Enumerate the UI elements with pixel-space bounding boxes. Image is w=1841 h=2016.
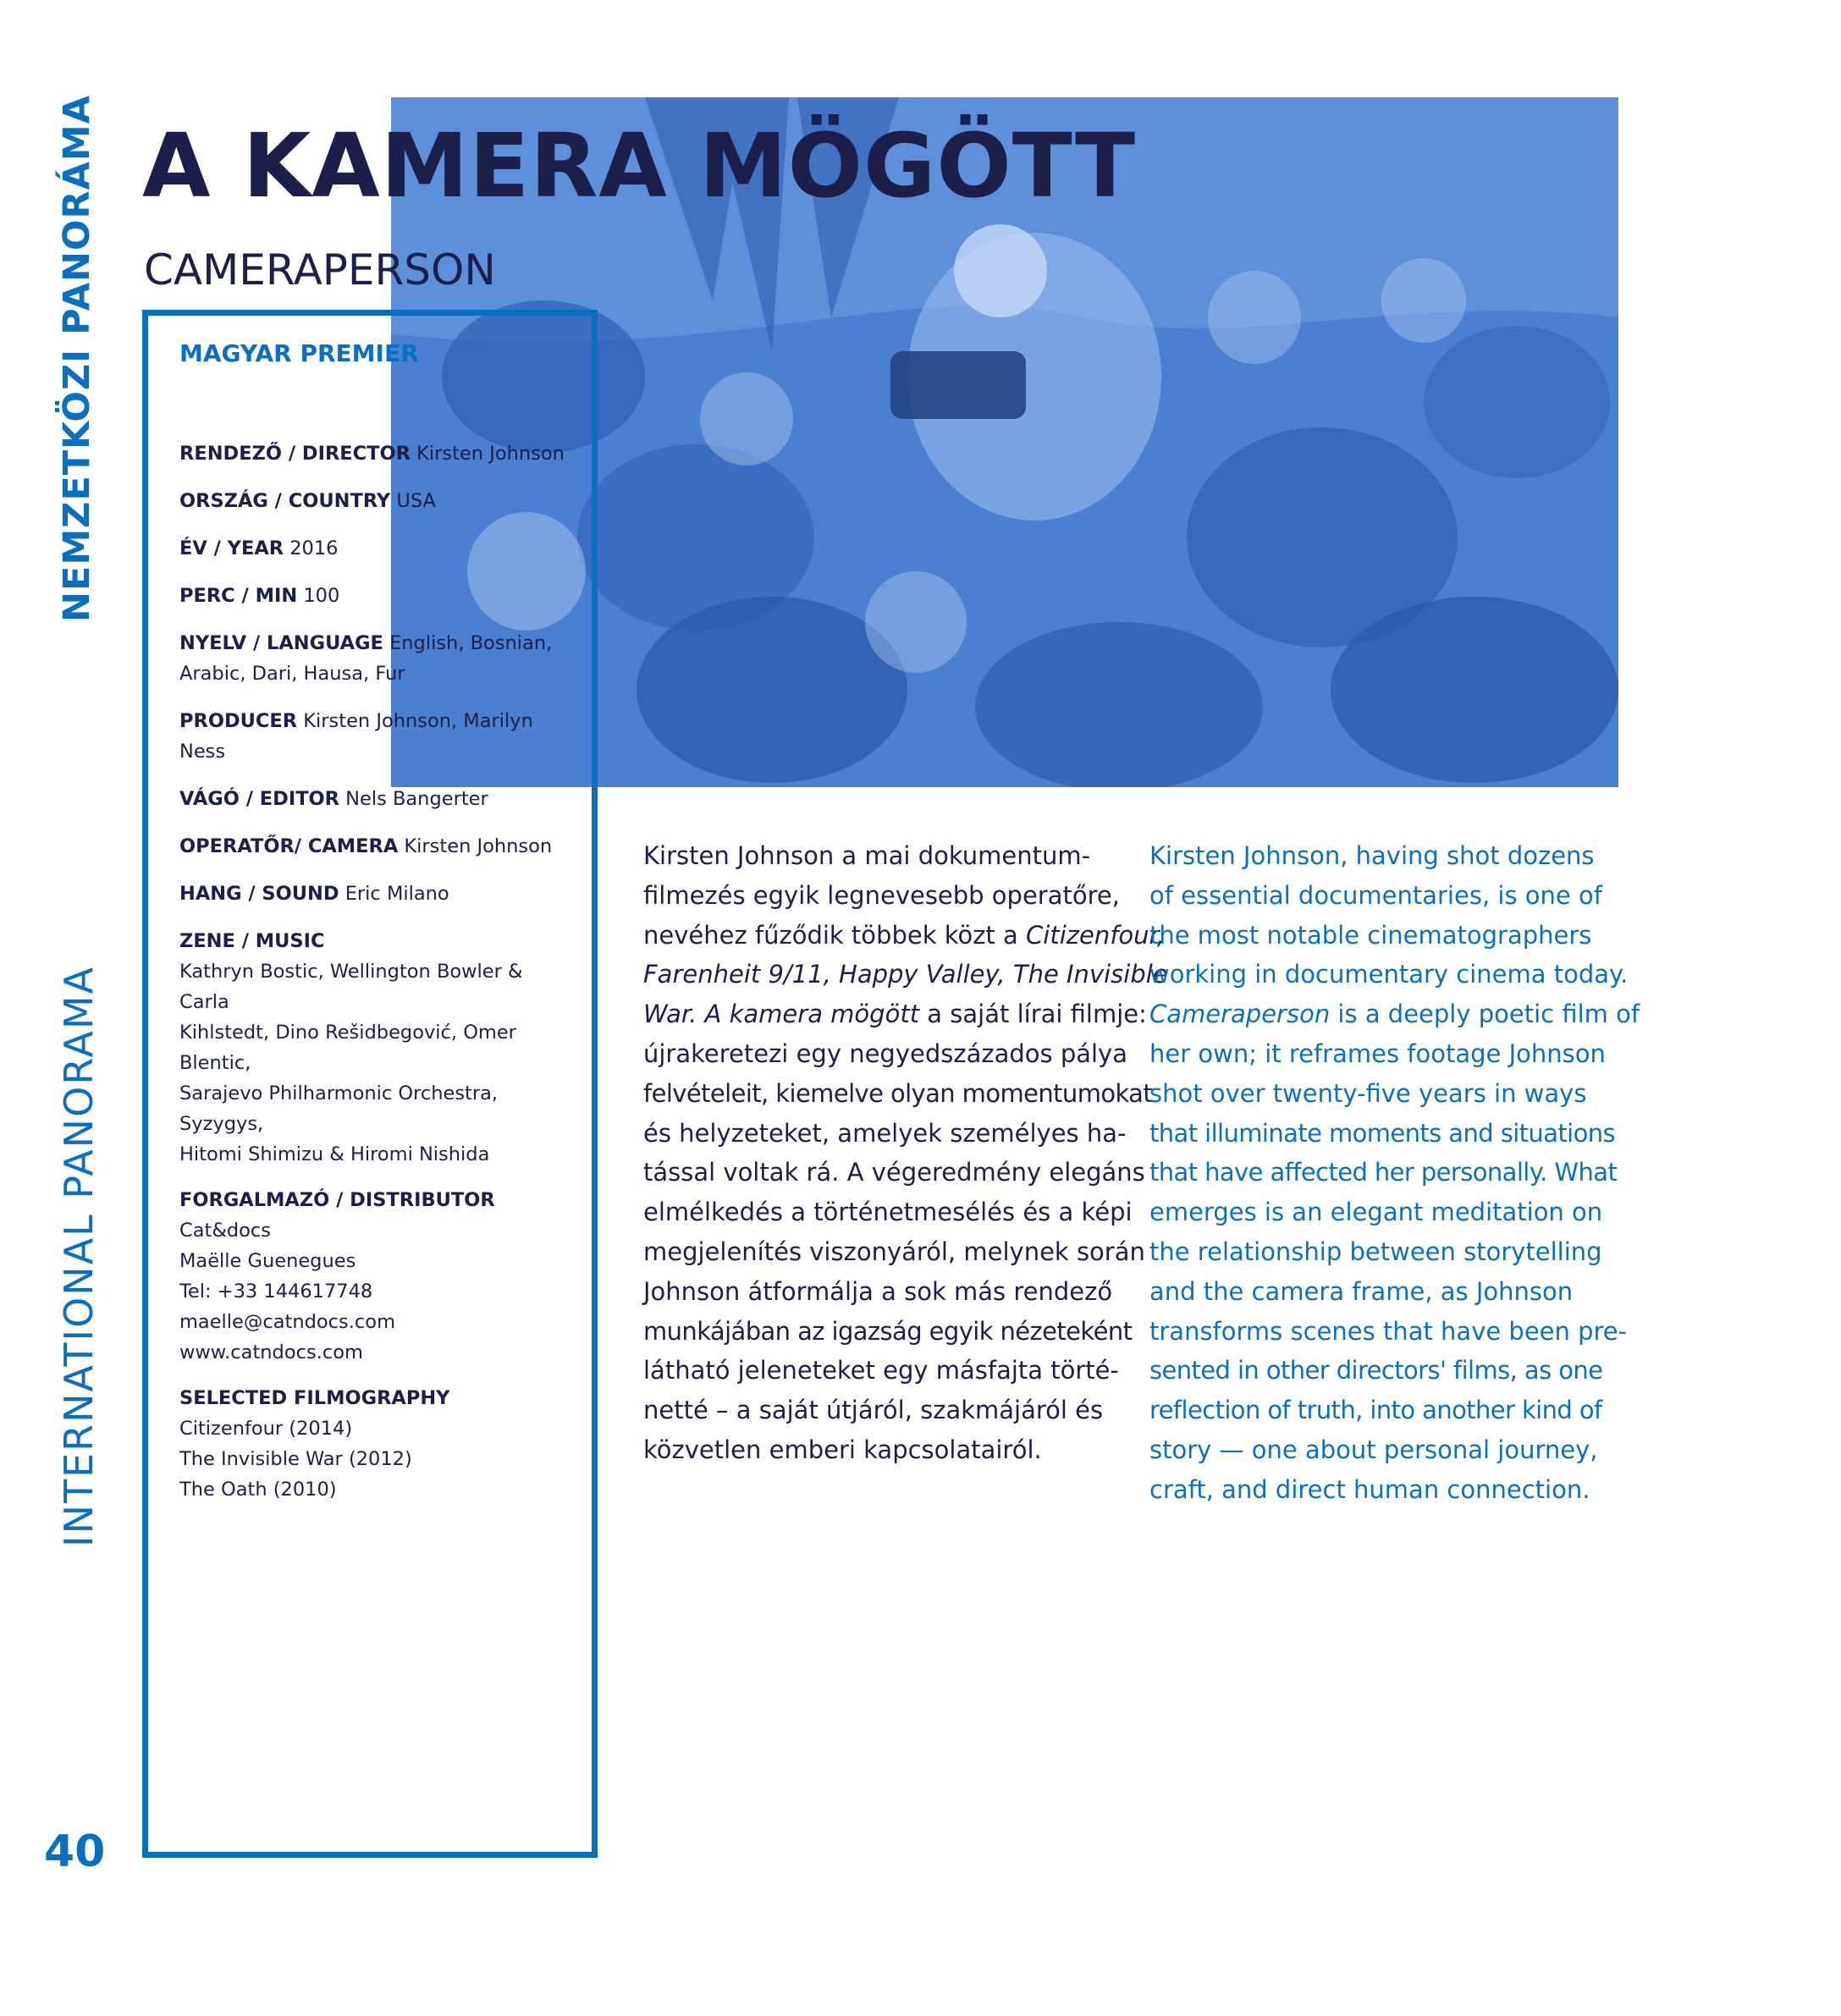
text-line: közvetlen emberi kapcsolatairól. <box>643 1435 1042 1464</box>
filmography-item: The Oath (2010) <box>179 1479 337 1501</box>
text-line: and the camera frame, as Johnson <box>1149 1276 1574 1306</box>
text-segment: a saját lírai filmje: <box>919 1000 1147 1029</box>
premier-badge: MAGYAR PREMIER <box>179 339 419 367</box>
info-label: ORSZÁG / COUNTRY <box>179 490 391 512</box>
text-segment: is a deeply poetic film of <box>1330 1000 1640 1029</box>
distributor-website[interactable]: www.catndocs.com <box>179 1341 363 1363</box>
info-label: NYELV / LANGUAGE <box>179 632 383 654</box>
info-label: ÉV / YEAR <box>179 537 284 559</box>
filmography-item: The Invisible War (2012) <box>179 1448 412 1470</box>
text-line: Kirsten Johnson, having shot dozens <box>1149 841 1595 870</box>
info-director <box>179 438 577 469</box>
text-line: craft, and direct human connection. <box>1149 1474 1590 1504</box>
film-title-italic: Cameraperson <box>1149 1000 1331 1029</box>
info-producer <box>179 706 577 767</box>
text-line: that illuminate moments and situations <box>1149 1118 1616 1148</box>
info-value: Kirsten Johnson <box>404 835 553 857</box>
filmography-item: Citizenfour (2014) <box>179 1418 353 1440</box>
text-line: tással voltak rá. A végeredmény elegáns <box>643 1158 1145 1187</box>
text-segment: nevéhez fűződik többek közt a <box>643 920 1027 950</box>
info-distributor <box>179 1185 577 1368</box>
text-line: munkájában az igazság egyik nézeteként <box>643 1316 1133 1346</box>
info-value: Kathryn Bostic, Wellington Bowler & Carla <box>179 961 523 1013</box>
info-value: USA <box>396 490 436 512</box>
text-line: sented in other directors' films, as one <box>1149 1356 1603 1385</box>
distributor-contact: Maëlle Guenegues <box>179 1250 356 1272</box>
info-label: FORGALMAZÓ / DISTRIBUTOR <box>179 1189 495 1211</box>
info-language <box>179 628 577 689</box>
info-minutes <box>179 581 577 611</box>
info-value: Kihlstedt, Dino Rešidbegović, Omer Blentic, <box>179 1022 516 1074</box>
info-camera <box>179 831 577 862</box>
synopsis-hungarian <box>643 836 1168 1470</box>
info-value: Kirsten Johnson, Marilyn Ness <box>179 710 533 763</box>
text-line: that have affected her personally. What <box>1149 1158 1618 1187</box>
text-line: filmezés egyik legnevesebb operatőre, <box>643 880 1120 910</box>
text-line: megjelenítés viszonyáról, melynek során <box>643 1237 1145 1266</box>
info-label: RENDEZŐ / DIRECTOR <box>179 443 411 465</box>
text-line: the most notable cinematographers <box>1149 920 1592 950</box>
info-label: PERC / MIN <box>179 585 298 607</box>
info-filmography <box>179 1383 577 1505</box>
info-label: PRODUCER <box>179 710 298 732</box>
text-line: netté – a saját útjáról, szakmájáról és <box>643 1396 1104 1425</box>
section-label-en: INTERNATIONAL PANORAMA <box>56 965 102 1547</box>
distributor-phone: Tel: +33 144617748 <box>179 1281 373 1303</box>
text-line <box>643 916 1166 956</box>
info-value: 2016 <box>289 537 339 559</box>
info-value: 100 <box>303 585 340 607</box>
info-editor <box>179 784 577 814</box>
text-line: her own; it reframes footage Johnson <box>1149 1038 1606 1068</box>
section-label-hu: NEMZETKÖZI PANORÁMA <box>56 95 98 622</box>
info-label: OPERATŐR/ CAMERA <box>179 835 399 857</box>
text-line: of essential documentaries, is one of <box>1149 880 1602 910</box>
info-value: Arabic, Dari, Hausa, Fur <box>179 663 405 685</box>
film-title-italic: War. A kamera mögött <box>643 1000 920 1029</box>
info-value: Kirsten Johnson <box>416 443 565 465</box>
distributor-email[interactable]: maelle@catndocs.com <box>179 1311 395 1333</box>
synopsis-english <box>1149 836 1640 1510</box>
text-line: story — one about personal journey, <box>1149 1435 1598 1464</box>
distributor-name: Cat&docs <box>179 1220 272 1242</box>
info-value: Hitomi Shimizu & Hiromi Nishida <box>179 1143 490 1165</box>
info-value: Sarajevo Philharmonic Orchestra, Syzygys, <box>179 1082 499 1135</box>
info-value: Eric Milano <box>344 883 449 905</box>
text-line: working in documentary cinema today. <box>1149 960 1629 989</box>
page-title: A KAMERA MÖGÖTT <box>142 114 1137 218</box>
info-value: English, Bosnian, <box>389 632 553 654</box>
text-line: transforms scenes that have been pre- <box>1149 1316 1628 1346</box>
info-label: HANG / SOUND <box>179 883 339 905</box>
film-info <box>179 339 577 1520</box>
info-value: Nels Bangerter <box>345 788 488 810</box>
info-label: ZENE / MUSIC <box>179 930 325 952</box>
page-number: 40 <box>44 1826 106 1877</box>
text-line: the relationship between storytelling <box>1149 1237 1602 1266</box>
text-line: reflection of truth, into another kind of <box>1149 1396 1602 1425</box>
text-line <box>1149 994 1640 1034</box>
text-line: shot over twenty-five years in ways <box>1149 1078 1587 1108</box>
info-label: SELECTED FILMOGRAPHY <box>179 1387 450 1409</box>
text-line: emerges is an elegant meditation on <box>1149 1198 1603 1227</box>
text-line <box>643 994 1147 1034</box>
text-line: és helyzeteket, amelyek személyes ha- <box>643 1118 1127 1148</box>
text-line: elmélkedés a történetmesélés és a képi <box>643 1198 1133 1227</box>
film-titles-italic: Farenheit 9/11, Happy Valley, The Invisible <box>643 960 1168 989</box>
info-label: VÁGÓ / EDITOR <box>179 788 339 810</box>
text-line: felvételeit, kiemelve olyan momentumokat <box>643 1078 1153 1108</box>
text-line: újrakeretezi egy negyedszázados pálya <box>643 1038 1127 1068</box>
info-country <box>179 486 577 516</box>
film-title-italic: Citizenfour, <box>1026 920 1166 950</box>
text-line: Johnson átformálja a sok más rendező <box>643 1276 1113 1306</box>
info-sound <box>179 879 577 909</box>
info-year <box>179 533 577 564</box>
info-music <box>179 926 577 1170</box>
text-line: látható jeleneteket egy másfajta törté- <box>643 1356 1119 1385</box>
text-line: Kirsten Johnson a mai dokumentum- <box>643 841 1091 870</box>
page-subtitle: CAMERAPERSON <box>144 245 496 295</box>
